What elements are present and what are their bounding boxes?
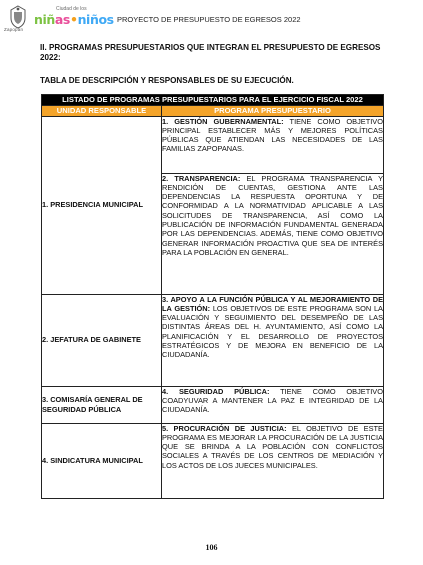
program-title: 2. TRANSPARENCIA: — [162, 173, 241, 183]
program-text: TIENE COMO OBJETIVO COADYUVAR A MANTENER LA PAZ E INTEGRIDAD DE LA CIUDADANÍA. — [162, 386, 383, 415]
table-column-header-row — [42, 105, 384, 116]
program-cell — [162, 386, 384, 423]
program-cell — [162, 116, 384, 173]
unit-jefatura: 2. JEFATURA DE GABINETE — [42, 294, 162, 386]
table-row — [42, 386, 384, 423]
table-row — [42, 294, 384, 386]
unit-comisaria: 3. COMISARÍA GENERAL DE SEGURIDAD PÚBLICA — [42, 386, 162, 423]
table-row — [42, 423, 384, 498]
program-cell — [162, 294, 384, 386]
page-number: 106 — [205, 543, 218, 552]
program-cell — [162, 423, 384, 498]
section-subtitle: TABLA DE DESCRIPCIÓN Y RESPONSABLES DE SU EJECUCIÓN. — [40, 76, 294, 85]
ciudad-ninas-ninos-logo — [34, 6, 114, 28]
program-title: 1. GESTIÓN GUBERNAMENTAL: — [162, 116, 284, 126]
page-header — [0, 0, 423, 34]
unit-sindicatura: 4. SINDICATURA MUNICIPAL — [42, 423, 162, 498]
logo-main-text: niñas•niños — [34, 12, 114, 27]
program-title: 4. SEGURIDAD PÚBLICA: — [162, 386, 270, 396]
program-title: 3. APOYO A LA FUNCIÓN PÚBLICA Y AL MEJORAMIENTO DE LA GESTIÓN: — [162, 294, 383, 313]
column-header-unit: UNIDAD RESPONSABLE — [42, 105, 162, 116]
program-cell — [162, 173, 384, 294]
program-text: EL PROGRAMA TRANSPARENCIA Y RENDICIÓN DE CUENTAS, GESTIONA ANTE LAS DEPENDENCIAS LA RESPUESTA OPORTUNA Y DE CONFORMIDAD A LA NORMATIVIDAD APLICABLE A LAS SOLICITUDES DE TRANSPARENCIA, ASÍ COMO LA PUBLICACIÓN DE INFORMACIÓN FUNDAMENTAL GENERADA POR LAS DEPENDENCIAS. ADEMÁS, TIENE COMO OBJETIVO GENERAR INFORMACIÓN PROACTIVA QUE SEA DE INTERÉS PARA LA POBLACIÓN EN GENERAL. — [162, 173, 383, 257]
table-main-header-row — [42, 95, 384, 106]
program-text: LOS OBJETIVOS DE ESTE PROGRAMA SON LA EVALUACIÓN Y SEGUIMIENTO DEL DESEMPEÑO DE LAS DISTINTAS ÁREAS DEL H. AYUNTAMIENTO, ASÍ COMO LA PLANIFICACIÓN Y EL DESARROLLO DE PROYECTOS ESTRATÉGICOS Y DE MEJORA EN BENEFICIO DE LA CIUDADANÍA. — [162, 303, 383, 360]
section-title: II. PROGRAMAS PRESUPUESTARIOS QUE INTEGRAN EL PRESUPUESTO DE EGRESOS 2022: — [40, 43, 381, 62]
program-text: EL OBJETIVO DE ESTE PROGRAMA ES MEJORAR LA PROCURACIÓN DE LA JUSTICIA QUE SE BRINDA A LA POBLACIÓN CON CONFLICTOS SOCIALES A TRAVÉS DE LOS CENTROS DE MEDIACIÓN Y LOS ACTOS DE LOS JUECES MUNICIPALES. — [162, 423, 383, 470]
logo-small-text: Ciudad de los — [56, 6, 87, 12]
zapopan-label: Zapopan — [4, 27, 24, 32]
programs-table — [41, 94, 384, 499]
program-title: 5. PROCURACIÓN DE JUSTICIA: — [162, 423, 287, 433]
document-title: PROYECTO DE PRESUPUESTO DE EGRESOS 2022 — [117, 15, 301, 24]
table-row — [42, 116, 384, 173]
zapopan-seal-icon — [8, 5, 28, 29]
table-main-header: LISTADO DE PROGRAMAS PRESUPUESTARIOS PARA EL EJERCICIO FISCAL 2022 — [42, 95, 384, 106]
unit-presidencia: 1. PRESIDENCIA MUNICIPAL — [42, 116, 162, 294]
column-header-program: PROGRAMA PRESUPUESTARIO — [162, 105, 384, 116]
program-text: TIENE COMO OBJETIVO PRINCIPAL ESTABLECER MÁS Y MEJORES POLÍTICAS PÚBLICAS QUE ATIENDAN LAS NECESIDADES DE LAS FAMILIAS ZAPOPANAS. — [162, 116, 383, 154]
